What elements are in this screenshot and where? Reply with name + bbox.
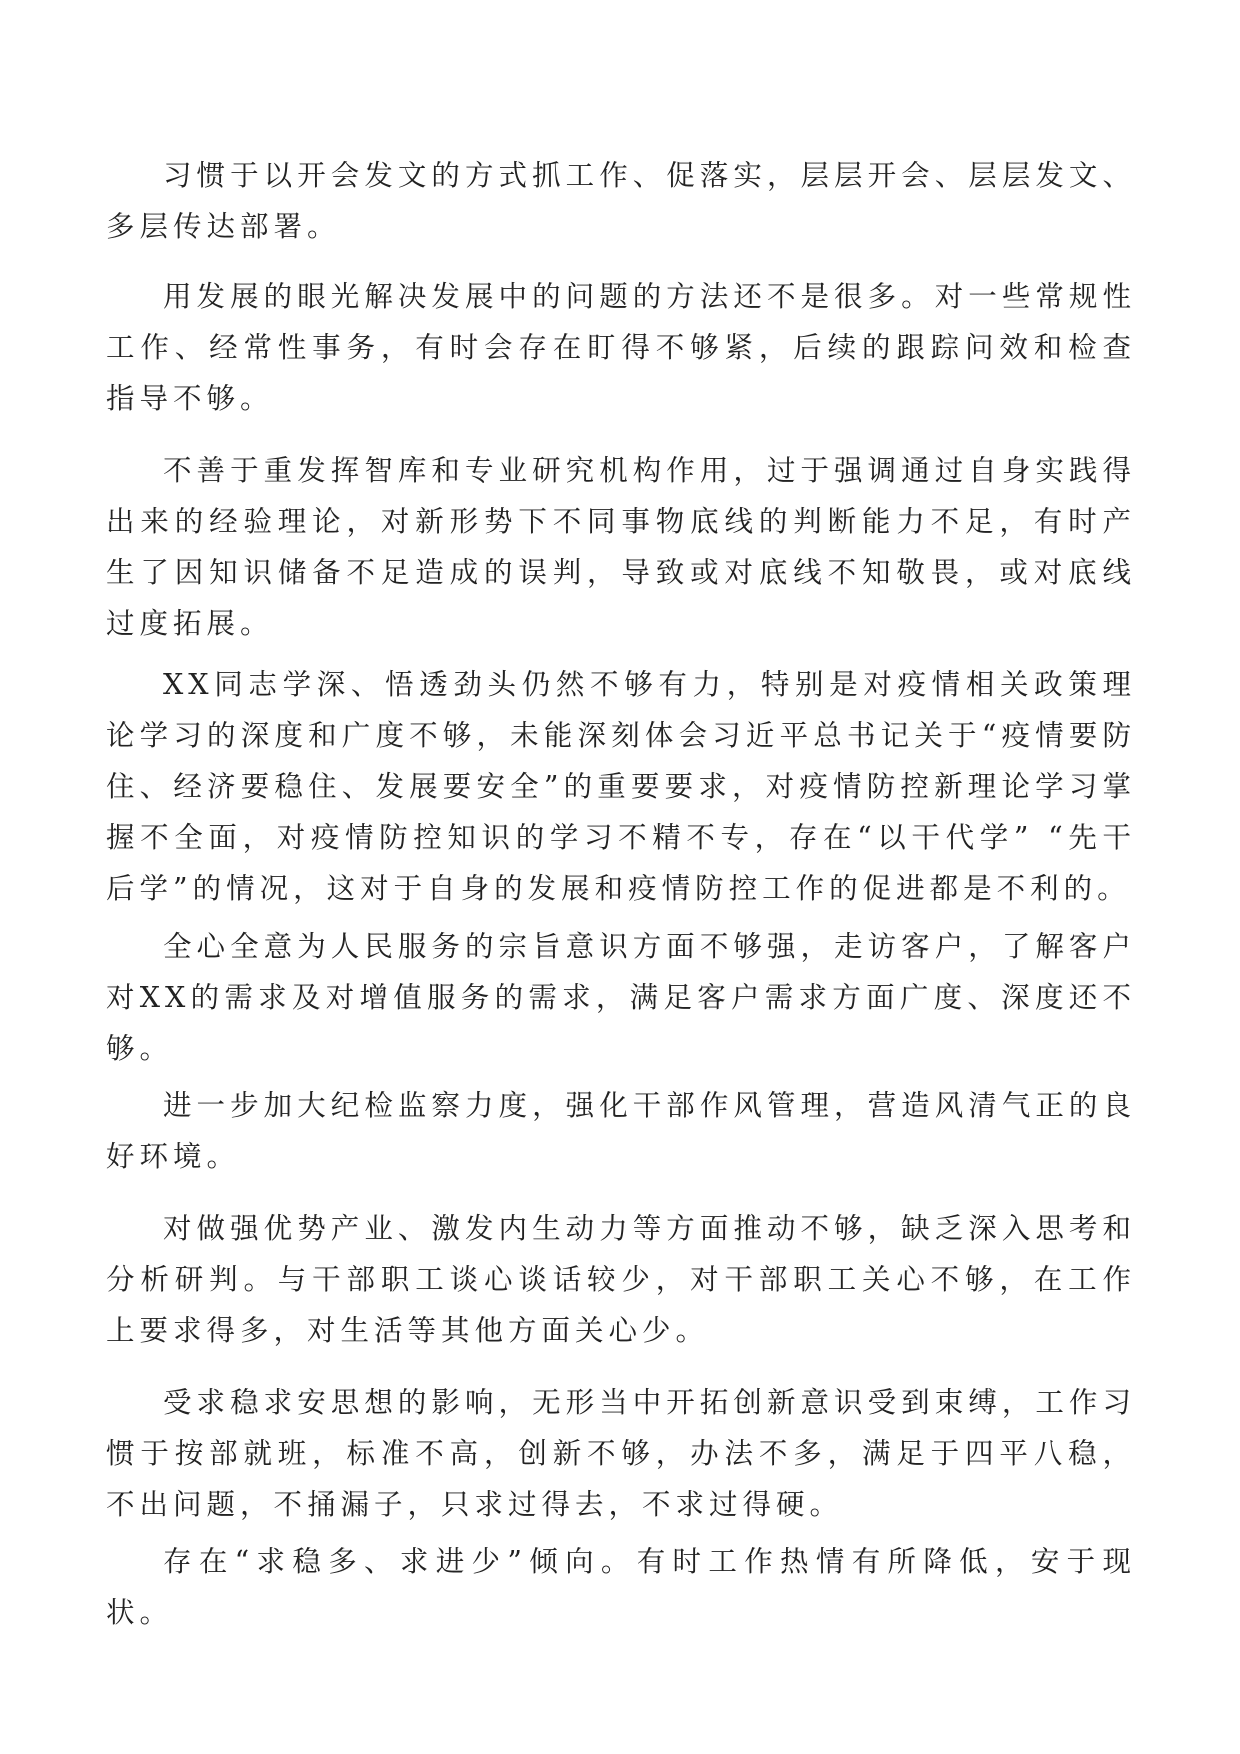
- document-body: [106, 150, 1136, 1638]
- paragraph-6: 进一步加大纪检监察力度，强化干部作风管理，营造风清气正的良好环境。: [106, 1089, 1136, 1173]
- paragraph-2: 用发展的眼光解决发展中的问题的方法还不是很多。对一些常规性工作、经常性事务，有时会存在盯得不够紧，后续的跟踪问效和检查指导不够。: [106, 280, 1136, 415]
- paragraph-1: 习惯于以开会发文的方式抓工作、促落实，层层开会、层层发文、多层传达部署。: [106, 159, 1136, 243]
- paragraph-9: 存在“求稳多、求进少”倾向。有时工作热情有所降低，安于现状。: [106, 1545, 1136, 1629]
- paragraph-5: 全心全意为人民服务的宗旨意识方面不够强，走访客户，了解客户对XX的需求及对增值服务的需求，满足客户需求方面广度、深度还不够。: [106, 930, 1136, 1065]
- paragraph-8: 受求稳求安思想的影响，无形当中开拓创新意识受到束缚，工作习惯于按部就班，标准不高，创新不够，办法不多，满足于四平八稳，不出问题，不捅漏子，只求过得去，不求过得硬。: [106, 1386, 1136, 1521]
- paragraph-4: XX同志学深、悟透劲头仍然不够有力，特别是对疫情相关政策理论学习的深度和广度不够，未能深刻体会习近平总书记关于“疫情要防住、经济要稳住、发展要安全”的重要要求，对疫情防控新理论学习掌握不全面，对疫情防控知识的学习不精不专，存在“以干代学” “先干后学”的情况，这对于自身的发展和疫情防控工作的促进都是不利的。: [106, 668, 1136, 905]
- paragraph-7: 对做强优势产业、激发内生动力等方面推动不够，缺乏深入思考和分析研判。与干部职工谈心谈话较少，对干部职工关心不够，在工作上要求得多，对生活等其他方面关心少。: [106, 1212, 1136, 1347]
- paragraph-3: 不善于重发挥智库和专业研究机构作用，过于强调通过自身实践得出来的经验理论，对新形势下不同事物底线的判断能力不足，有时产生了因知识储备不足造成的误判，导致或对底线不知敬畏，或对底线过度拓展。: [106, 454, 1136, 640]
